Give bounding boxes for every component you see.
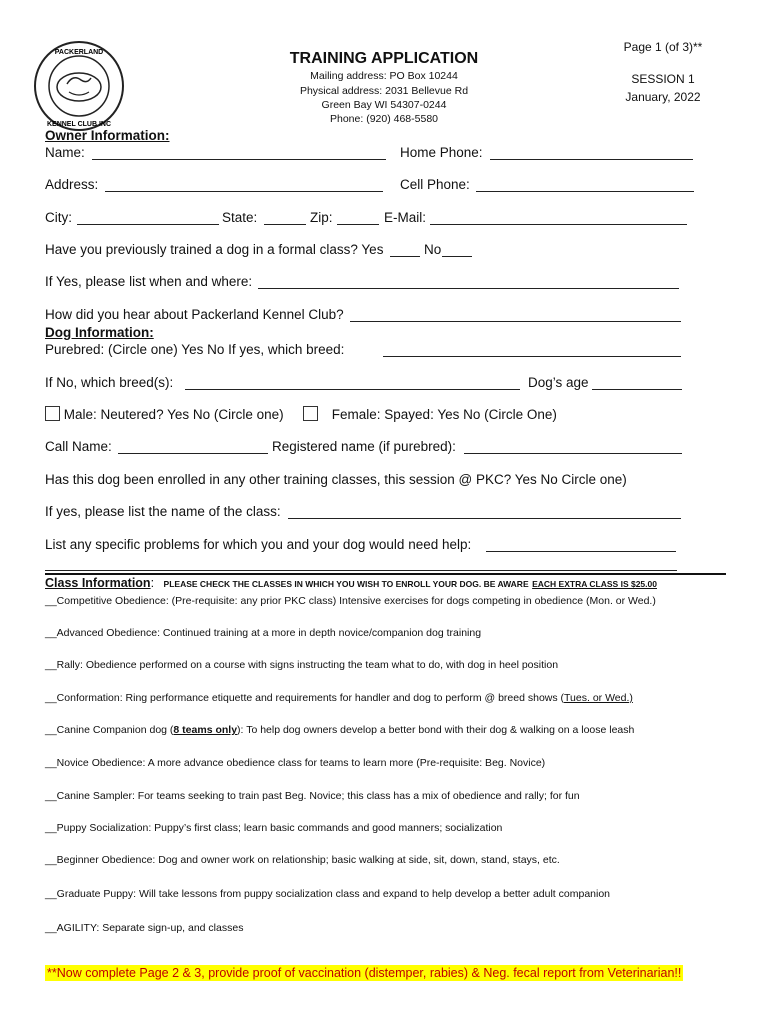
- class-advanced-obedience[interactable]: __Advanced Obedience: Continued training at a more in depth novice/companion dog training: [45, 627, 482, 639]
- class-instruction: PLEASE CHECK THE CLASSES IN WHICH YOU WISH TO ENROLL YOUR DOG. BE AWARE: [163, 579, 529, 589]
- conformation-days: Tues. or Wed.): [564, 692, 633, 704]
- registered-name-field[interactable]: [464, 453, 682, 454]
- conformation-text: __Conformation: Ring performance etiquette and requirements for handler and dog to perform @ breed shows (: [45, 692, 565, 704]
- breeds-field[interactable]: [185, 389, 520, 390]
- svg-text:KENNEL CLUB INC: KENNEL CLUB INC: [46, 121, 112, 128]
- home-phone-label: Home Phone:: [400, 145, 483, 160]
- class-info-heading-row: Class Information: PLEASE CHECK THE CLASSES IN WHICH YOU WISH TO ENROLL YOUR DOG. BE AWARE EACH EXTRA CLASS IS $25.00: [45, 576, 657, 590]
- registered-name-label: Registered name (if purebred):: [272, 439, 456, 454]
- hear-question: How did you hear about Packerland Kennel Club?: [45, 307, 344, 322]
- svg-text:PACKERLAND: PACKERLAND: [54, 49, 104, 56]
- class-novice-obedience[interactable]: __Novice Obedience: A more advance obedience class for teams to learn more (Pre-requisite: Beg. Novice): [45, 757, 546, 769]
- dog-age-label: Dog’s age: [528, 375, 589, 390]
- club-phone: Phone: (920) 468-5580: [330, 113, 438, 125]
- when-where-question: If Yes, please list when and where:: [45, 274, 253, 289]
- breed-field[interactable]: [383, 356, 681, 357]
- problems-field[interactable]: [486, 551, 676, 552]
- trained-no-field[interactable]: [442, 256, 472, 257]
- problems-question: List any specific problems for which you and your dog would need help:: [45, 537, 472, 552]
- class-rally[interactable]: __Rally: Obedience performed on a course with signs instructing the team what to do, with dog in heel position: [45, 659, 559, 671]
- class-graduate-puppy[interactable]: __Graduate Puppy: Will take lessons from puppy socialization class and expand to help develop a better adult companion: [45, 888, 611, 900]
- call-name-field[interactable]: [118, 453, 268, 454]
- cell-phone-label: Cell Phone:: [400, 177, 470, 192]
- class-canine-companion[interactable]: [45, 724, 634, 736]
- city-label: City:: [45, 210, 72, 225]
- club-logo: [33, 40, 125, 132]
- companion-text: __Canine Companion dog (: [45, 724, 174, 736]
- mailing-address: Mailing address: PO Box 10244: [310, 70, 458, 82]
- session-label: SESSION 1: [631, 72, 695, 86]
- female-label: Female: Spayed: Yes No (Circle One): [331, 407, 557, 422]
- section-divider: [45, 573, 726, 575]
- hear-field[interactable]: [350, 321, 681, 322]
- owner-heading: Owner Information:: [45, 128, 170, 143]
- class-name-question: If yes, please list the name of the class:: [45, 504, 281, 519]
- male-checkbox[interactable]: [45, 406, 60, 421]
- state-field[interactable]: [264, 224, 306, 225]
- problems-field-2[interactable]: [45, 570, 677, 571]
- companion-limit: 8 teams only: [173, 724, 238, 736]
- page-number: Page 1 (of 3)**: [623, 40, 703, 54]
- dog-heading: Dog Information:: [45, 325, 154, 340]
- when-where-field[interactable]: [258, 288, 679, 289]
- trained-no-label: No: [424, 242, 442, 257]
- city-field[interactable]: [77, 224, 219, 225]
- call-name-label: Call Name:: [45, 439, 112, 454]
- class-canine-sampler[interactable]: __Canine Sampler: For teams seeking to train past Beg. Novice; this class has a mix of obedience and rally; for fun: [45, 790, 580, 802]
- home-phone-field[interactable]: [490, 159, 693, 160]
- city-zip: Green Bay WI 54307-0244: [321, 99, 447, 111]
- address-label: Address:: [45, 177, 99, 192]
- male-label: Male: Neutered? Yes No (Circle one): [63, 407, 284, 422]
- email-field[interactable]: [430, 224, 687, 225]
- companion-rest: ): To help dog owners develop a better bond with their dog & walking on a loose leash: [237, 724, 635, 736]
- female-option: [303, 406, 557, 422]
- cell-phone-field[interactable]: [476, 191, 694, 192]
- zip-field[interactable]: [337, 224, 379, 225]
- session-date: January, 2022: [625, 90, 701, 104]
- footer-note-text: **Now complete Page 2 & 3, provide proof of vaccination (distemper, rabies) & Neg. fecal report from Veterinarian!!: [47, 966, 682, 980]
- footer-note: [45, 963, 699, 983]
- zip-label: Zip:: [310, 210, 333, 225]
- class-beginner-obedience[interactable]: __Beginner Obedience: Dog and owner work on relationship; basic walking at side, sit, down, stand, stays, etc.: [45, 854, 560, 866]
- physical-address: Physical address: 2031 Bellevue Rd: [299, 85, 469, 97]
- class-puppy-socialization[interactable]: __Puppy Socialization: Puppy’s first class; learn basic commands and good manners; socialization: [45, 822, 503, 834]
- class-name-field[interactable]: [288, 518, 681, 519]
- class-heading: Class Information: [45, 576, 151, 590]
- form-title: TRAINING APPLICATION: [289, 50, 479, 67]
- trained-question: Have you previously trained a dog in a formal class? Yes: [45, 242, 384, 257]
- name-label: Name:: [45, 145, 85, 160]
- name-field[interactable]: [92, 159, 386, 160]
- dog-age-field[interactable]: [592, 389, 682, 390]
- extra-class-fee: EACH EXTRA CLASS IS $25.00: [532, 579, 657, 589]
- class-agility[interactable]: __AGILITY: Separate sign-up, and classes: [45, 922, 244, 934]
- class-conformation[interactable]: [45, 692, 633, 704]
- enrolled-question: Has this dog been enrolled in any other training classes, this session @ PKC? Yes No Circle one): [45, 472, 627, 487]
- male-option: [45, 406, 284, 422]
- email-label: E-Mail:: [384, 210, 427, 225]
- trained-yes-field[interactable]: [390, 256, 420, 257]
- state-label: State:: [222, 210, 258, 225]
- address-field[interactable]: [105, 191, 383, 192]
- breeds-label: If No, which breed(s):: [45, 375, 174, 390]
- purebred-question: Purebred: (Circle one) Yes No If yes, which breed:: [45, 342, 345, 357]
- class-competitive-obedience[interactable]: __Competitive Obedience: (Pre-requisite: any prior PKC class) Intensive exercises for dogs competing in obedience (Mon. or Wed.): [45, 595, 656, 607]
- female-checkbox[interactable]: [303, 406, 318, 421]
